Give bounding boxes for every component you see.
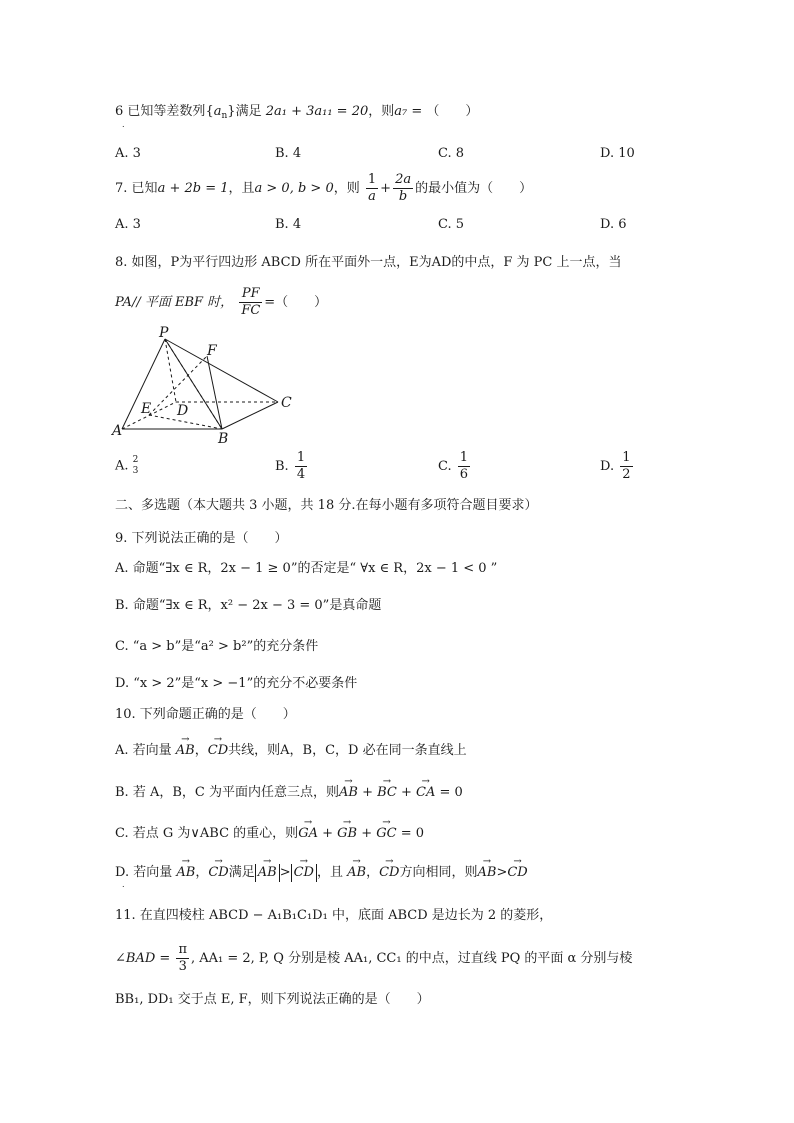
q8-option-a-label: A. xyxy=(115,458,129,474)
q10-c-vec3: → GC xyxy=(376,825,396,843)
q8-a-num: 2 xyxy=(132,455,139,465)
q10-option-a xyxy=(115,742,467,760)
q10-d-abs1-vec: → AB xyxy=(258,864,277,882)
q8-option-b-fraction xyxy=(295,450,307,483)
q8-line-2 xyxy=(115,286,327,320)
q7-option-d: D. 6 xyxy=(600,217,627,232)
q7-f2-num: 2a xyxy=(395,172,412,187)
q11-f-den: 3 xyxy=(178,959,187,974)
q8-c-num: 1 xyxy=(459,450,469,465)
q10-b-vec3: → CA xyxy=(416,784,435,802)
q7-option-c: C. 5 xyxy=(438,217,465,232)
q7-line xyxy=(115,172,532,206)
q10-d-vec3: → AB xyxy=(347,864,366,882)
q8-c-den: 6 xyxy=(459,467,469,482)
q10-option-c: C. 若点 G 为∨ABC 的重心，则→ GA + → GB + → GC = 0 xyxy=(115,825,424,843)
q6-line xyxy=(115,103,478,125)
q10-d-vec6: → CD xyxy=(507,864,527,882)
q7-eq2: a > 0, b > 0 xyxy=(254,181,334,196)
q9-option-a: A. 命题“∃x ∈ R，2x − 1 ≥ 0”的否定是“ ∀x ∈ R，2x − 1 < 0 ” xyxy=(115,561,498,576)
q11-l2-b: , AA₁ = 2, P, Q 分别是棱 AA₁, CC₁ 的中点，过直线 PQ 的平面 α 分别与棱 xyxy=(190,951,633,966)
q7-text-d: 的最小值为（ ） xyxy=(415,181,533,196)
q10-b-post: = 0 xyxy=(439,785,463,800)
q10-d-gt2: > xyxy=(496,865,508,880)
q7-fraction-2 xyxy=(393,172,413,205)
q10-d-gt: > xyxy=(279,865,291,880)
label-C: C xyxy=(281,395,292,411)
q8-f-den: FC xyxy=(241,303,261,318)
q11-fraction xyxy=(176,942,189,975)
q8-d-num: 1 xyxy=(622,450,631,465)
q8-b-num: 1 xyxy=(296,450,306,465)
q10-d-abs2 xyxy=(291,864,317,882)
q10-d-mid2: ，且 xyxy=(316,865,343,880)
q10-option-b: B. 若 A，B，C 为平面内任意三点，则→ AB + → BC + → CA = 0 xyxy=(115,784,463,802)
q8-option-d-label: D. xyxy=(600,459,615,474)
q7-text-b: ，且 xyxy=(228,181,255,196)
label-P: P xyxy=(159,325,169,341)
q9-option-c: C. “a > b”是“a² > b²”的充分条件 xyxy=(115,639,319,654)
q10-b-pre: B. 若 A，B，C 为平面内任意三点，则 xyxy=(115,785,339,800)
q9-option-b: B. 命题“∃x ∈ R，x² − 2x − 3 = 0”是真命题 xyxy=(115,598,382,613)
q6-tail: （ ） xyxy=(426,104,479,119)
q11-line-3: BB₁, DD₁ 交于点 E, F，则下列说法正确的是（ ） xyxy=(115,992,430,1007)
q10-d-sep2: ， xyxy=(366,865,380,880)
q10-d-sep: ， xyxy=(195,865,209,880)
q8-l2-b: =（ ） xyxy=(264,295,328,310)
q11-line-1: 11. 在直四棱柱 ABCD − A₁B₁C₁D₁ 中，底面 ABCD 是边长为 2 的菱形， xyxy=(115,908,553,923)
label-A: A xyxy=(112,423,123,439)
q7-f1-den: a xyxy=(368,189,376,204)
q7-f2-den: b xyxy=(398,189,408,204)
q6-text-a: 已知等差数列 xyxy=(127,104,206,119)
q6-target: a₇ = xyxy=(394,104,423,119)
q10-option-d xyxy=(115,864,528,882)
label-B: B xyxy=(218,431,229,445)
q8-fraction xyxy=(239,286,262,319)
q8-option-d-fraction xyxy=(620,450,632,483)
q8-option-c-label: C. xyxy=(438,459,452,474)
q8-line-1: 8. 如图，P为平行四边形 ABCD 所在平面外一点，E为AD的中点，F 为 PC 上一点，当 xyxy=(115,255,622,270)
q6-number: 6 xyxy=(115,104,124,119)
q8-f-num: PF xyxy=(239,286,262,303)
q8-option-c xyxy=(438,450,472,483)
edge-BC xyxy=(222,402,278,429)
q7-eq1: a + 2b = 1 xyxy=(157,181,229,196)
q8-option-c-fraction xyxy=(458,450,470,483)
q10-d-vec4: → CD xyxy=(379,864,399,882)
q8-b-den: 4 xyxy=(296,467,306,482)
q10-a-vec2: → CD xyxy=(208,742,228,760)
q6-dot: . xyxy=(122,120,125,129)
q8-option-b-label: B. xyxy=(275,459,289,474)
q10-stem: 10. 下列命题正确的是（ ） xyxy=(115,707,296,722)
label-F: F xyxy=(207,343,217,359)
q6-brace-close: } xyxy=(227,104,236,119)
q7-plus: + xyxy=(380,181,392,196)
q8-option-b xyxy=(275,450,309,483)
q7-text-a: 已知 xyxy=(131,181,158,196)
q7-option-b: B. 4 xyxy=(275,217,302,232)
q11-l2-a: ∠BAD = xyxy=(115,951,171,966)
q7-fraction-1 xyxy=(366,172,378,205)
q11-line-2 xyxy=(115,942,632,976)
q10-dot: . xyxy=(122,880,125,889)
q8-d-den: 2 xyxy=(622,467,631,482)
q10-d-abs1 xyxy=(255,864,280,882)
q10-d-vec5: → AB xyxy=(477,864,496,882)
q10-a-post: 共线，则A，B，C，D 必在同一条直线上 xyxy=(228,743,467,758)
q7-text-c: ，则 xyxy=(333,181,360,196)
q8-option-a xyxy=(115,455,138,477)
q10-c-post: = 0 xyxy=(400,826,425,841)
q6-seq: a xyxy=(213,104,222,119)
q6-text-b: 满足 xyxy=(235,104,262,119)
q9-stem: 9. 下列说法正确的是（ ） xyxy=(115,531,288,546)
q10-c-pre: C. 若点 G 为∨ABC 的重心，则 xyxy=(115,826,299,841)
q6-option-d: D. 10 xyxy=(600,146,635,161)
q10-a-vec1: → AB xyxy=(176,742,195,760)
q8-option-a-fraction xyxy=(133,455,139,477)
q10-a-sep: ， xyxy=(194,743,208,758)
q10-d-vec2: → CD xyxy=(208,864,228,882)
q9-option-d: D. “x > 2”是“x > −1”的充分不必要条件 xyxy=(115,676,358,691)
edge-PC xyxy=(165,339,278,402)
q7-option-a: A. 3 xyxy=(115,217,141,232)
q10-d-abs2-vec: → CD xyxy=(294,864,314,882)
q6-seq-sub: n xyxy=(221,111,228,121)
q10-a-pre: A. 若向量 xyxy=(115,743,172,758)
q6-brace-open: { xyxy=(205,104,214,119)
q10-d-vec1: → AB xyxy=(176,864,195,882)
label-D: D xyxy=(177,403,189,419)
q8-a-den: 3 xyxy=(132,466,139,476)
q6-equation: 2a₁ + 3a₁₁ = 20 xyxy=(265,104,369,119)
q8-figure xyxy=(110,325,310,445)
q10-c-vec2: → GB xyxy=(337,825,357,843)
q10-d-mid: 满足 xyxy=(228,865,255,880)
q10-c-vec1: → GA xyxy=(298,825,318,843)
q8-option-d xyxy=(600,450,635,483)
q10-b-vec1: → AB xyxy=(339,784,358,802)
q6-option-c: C. 8 xyxy=(438,146,465,161)
q7-f1-num: 1 xyxy=(367,172,377,187)
q8-l2-a: PA// 平面 EBF 时， xyxy=(115,295,234,310)
q11-f-num: π xyxy=(178,942,187,957)
q6-option-a: A. 3 xyxy=(115,146,141,161)
q10-d-mid3: 方向相同，则 xyxy=(399,865,478,880)
section-heading: 二、多选题（本大题共 3 小题，共 18 分.在每小题有多项符合题目要求） xyxy=(115,498,538,513)
q10-b-vec2: → BC xyxy=(377,784,397,802)
q6-option-b: B. 4 xyxy=(275,146,302,161)
label-E: E xyxy=(141,401,152,417)
q7-number: 7. xyxy=(115,181,128,196)
q10-d-pre: D. 若向量 xyxy=(115,865,173,880)
q6-text-c: ，则 xyxy=(368,104,395,119)
